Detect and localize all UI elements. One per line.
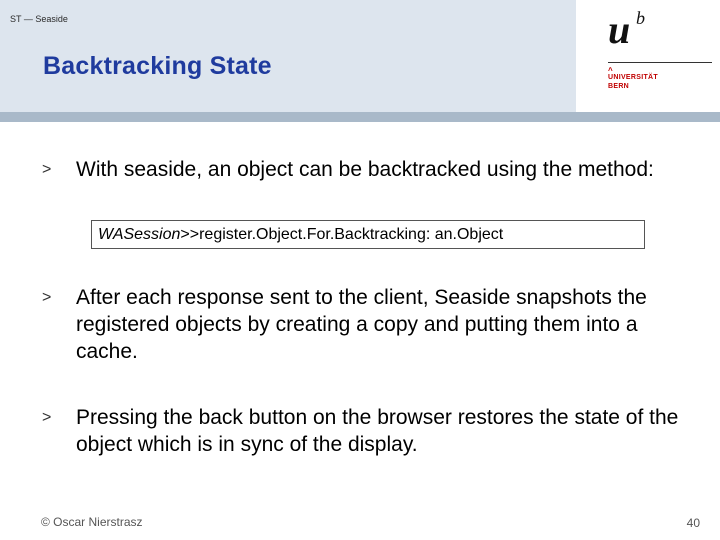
bullet-text: With seaside, an object can be backtracked using the method: [76,158,654,181]
bullet-marker-icon: > [42,289,52,306]
logo-caret-icon: ^ [608,66,613,75]
logo-superscript-b: b [636,8,645,28]
bullet-text: Pressing the back button on the browser restores the state of the object which is in sync of the display. [76,406,679,456]
code-method-name: >>register.Object.For.Backtracking: an.Object [180,226,504,243]
logo-text-bern: BERN [608,83,630,90]
bullet-item [42,284,682,365]
bullet-text: After each response sent to the client, Seaside snapshots the registered objects by creating a copy and putting them into a cache. [76,286,647,363]
bullet-marker-icon: > [42,161,52,178]
slide-title: Backtracking State [43,52,272,80]
footer-author: © Oscar Nierstrasz [41,515,143,529]
code-snippet-box [91,220,645,249]
header-divider [0,112,720,122]
code-class-name: WASession [98,226,181,243]
university-logo [598,6,716,106]
page-number: 40 [686,516,700,530]
logo-text-universitat: UNIVERSITÄT [608,74,658,81]
logo-letter-u: u [608,7,631,52]
header-caption: ST — Seaside [10,14,68,24]
logo-rule [608,62,712,63]
bullet-marker-icon: > [42,409,52,426]
bullet-item [42,404,682,458]
bullet-item [42,156,682,183]
